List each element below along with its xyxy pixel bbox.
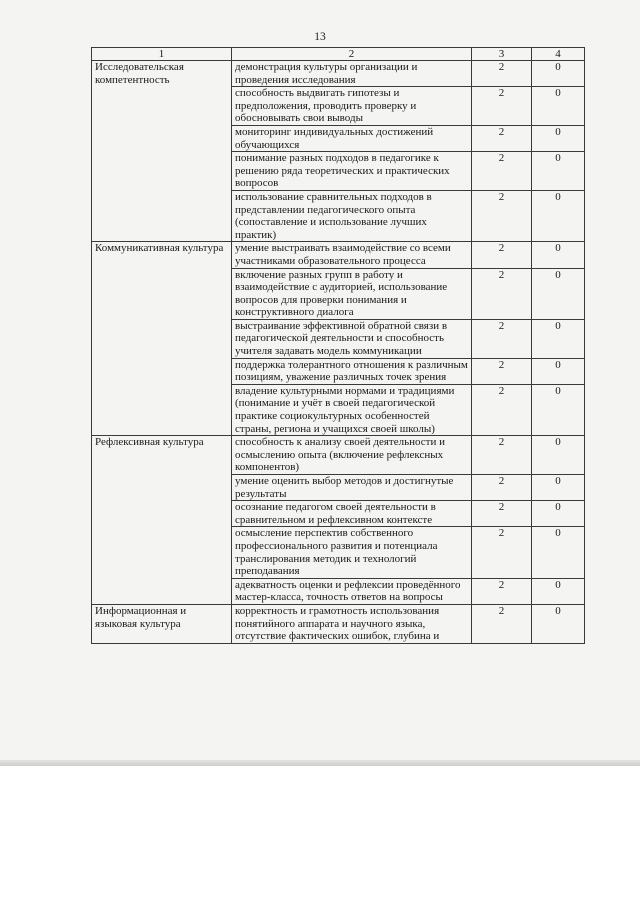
header-col-1: 1 (92, 48, 232, 61)
max-score-cell: 2 (472, 242, 532, 268)
table-row (92, 242, 585, 268)
max-score-cell: 2 (472, 501, 532, 527)
header-col-3: 3 (472, 48, 532, 61)
table-row (92, 436, 585, 475)
min-score-cell: 0 (532, 358, 585, 384)
min-score-cell: 0 (532, 578, 585, 604)
max-score-cell: 2 (472, 61, 532, 87)
min-score-cell: 0 (532, 384, 585, 435)
table-row (92, 604, 585, 643)
min-score-cell: 0 (532, 152, 585, 191)
max-score-cell: 2 (472, 527, 532, 578)
max-score-cell: 2 (472, 319, 532, 358)
min-score-cell: 0 (532, 268, 585, 319)
criterion-cell: поддержка толерантного отношения к различным позициям, уважение различных точек зрения (232, 358, 472, 384)
min-score-cell: 0 (532, 190, 585, 241)
min-score-cell: 0 (532, 436, 585, 475)
max-score-cell: 2 (472, 604, 532, 643)
competency-cell: Исследовательская компетентность (92, 61, 232, 242)
competency-cell: Рефлексивная культура (92, 436, 232, 605)
header-col-2: 2 (232, 48, 472, 61)
min-score-cell: 0 (532, 61, 585, 87)
criterion-cell: владение культурными нормами и традициями (понимание и учёт в своей педагогической практике социокультурных особенностей страны, региона и учащихся своей школы) (232, 384, 472, 435)
min-score-cell: 0 (532, 501, 585, 527)
criterion-cell: осмысление перспектив собственного профессионального развития и потенциала транслирования методик и технологий преподавания (232, 527, 472, 578)
criterion-cell: понимание разных подходов в педагогике к решению ряда теоретических и практических вопросов (232, 152, 472, 191)
max-score-cell: 2 (472, 125, 532, 151)
competency-cell: Коммуникативная культура (92, 242, 232, 436)
criterion-cell: мониторинг индивидуальных достижений обучающихся (232, 125, 472, 151)
table-row (92, 61, 585, 87)
min-score-cell: 0 (532, 527, 585, 578)
criterion-cell: включение разных групп в работу и взаимодействие с аудиторией, использование вопросов для проверки понимания и конструктивного диалога (232, 268, 472, 319)
min-score-cell: 0 (532, 125, 585, 151)
criterion-cell: корректность и грамотность использования понятийного аппарата и научного языка, отсутствие фактических ошибок, глубина и (232, 604, 472, 643)
min-score-cell: 0 (532, 604, 585, 643)
evaluation-criteria-table (91, 47, 585, 644)
table-header-row (92, 48, 585, 61)
max-score-cell: 2 (472, 87, 532, 126)
min-score-cell: 0 (532, 475, 585, 501)
max-score-cell: 2 (472, 358, 532, 384)
criterion-cell: способность к анализу своей деятельности и осмыслению опыта (включение рефлексных компонентов) (232, 436, 472, 475)
criterion-cell: способность выдвигать гипотезы и предположения, проводить проверку и обосновывать свои выводы (232, 87, 472, 126)
header-col-4: 4 (532, 48, 585, 61)
max-score-cell: 2 (472, 190, 532, 241)
criterion-cell: адекватность оценки и рефлексии проведённого мастер-класса, точность ответов на вопросы (232, 578, 472, 604)
max-score-cell: 2 (472, 384, 532, 435)
criterion-cell: выстраивание эффективной обратной связи в педагогической деятельности и способность учителя задавать модель коммуникации (232, 319, 472, 358)
max-score-cell: 2 (472, 475, 532, 501)
competency-cell: Информационная и языковая культура (92, 604, 232, 643)
min-score-cell: 0 (532, 319, 585, 358)
page-number: 13 (314, 31, 326, 43)
max-score-cell: 2 (472, 268, 532, 319)
criterion-cell: умение оценить выбор методов и достигнутые результаты (232, 475, 472, 501)
max-score-cell: 2 (472, 152, 532, 191)
criterion-cell: использование сравнительных подходов в представлении педагогического опыта (сопоставление и использование лучших практик) (232, 190, 472, 241)
min-score-cell: 0 (532, 242, 585, 268)
criterion-cell: демонстрация культуры организации и проведения исследования (232, 61, 472, 87)
min-score-cell: 0 (532, 87, 585, 126)
scan-bottom-edge (0, 760, 640, 766)
max-score-cell: 2 (472, 436, 532, 475)
criterion-cell: осознание педагогом своей деятельности в сравнительном и рефлексивном контексте (232, 501, 472, 527)
max-score-cell: 2 (472, 578, 532, 604)
criterion-cell: умение выстраивать взаимодействие со всеми участниками образовательного процесса (232, 242, 472, 268)
